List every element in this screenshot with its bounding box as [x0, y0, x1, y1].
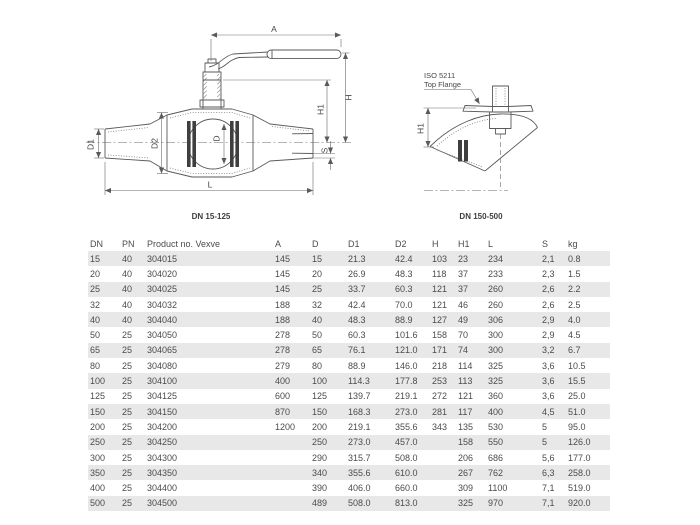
table-cell: 25: [120, 496, 145, 511]
table-cell: 355.6: [346, 465, 393, 480]
table-cell: 40: [310, 312, 346, 327]
table-cell: 400: [486, 404, 540, 419]
table-cell: 309: [458, 483, 474, 494]
table-cell: 4.5: [568, 330, 581, 341]
table-cell: 60.3: [393, 282, 430, 297]
column-header: H: [432, 238, 439, 249]
table-cell: 325: [488, 360, 504, 371]
table-cell: 65: [310, 343, 346, 358]
table-cell: 600: [275, 391, 291, 402]
dim-label-d: D: [211, 135, 222, 142]
table-cell: 40: [120, 312, 145, 327]
table-cell: 1.5: [568, 268, 581, 279]
table-cell: 304025: [145, 282, 273, 297]
table-row: [88, 435, 610, 450]
dim-label-h1-right: H1: [415, 123, 426, 134]
table-cell: 206: [458, 452, 474, 463]
table-cell: 145: [275, 268, 291, 279]
table-cell: 118: [432, 268, 447, 279]
table-cell: 6,3: [540, 465, 566, 480]
table-row: [88, 389, 610, 404]
table-cell: 5: [540, 435, 566, 450]
table-cell: 74: [456, 343, 486, 358]
dim-label-s: S: [319, 147, 330, 154]
table-cell: 2,1: [540, 251, 566, 266]
dimension-D1: [86, 129, 105, 158]
table-cell: 3,6: [540, 373, 566, 388]
valve-spec-table: [88, 236, 610, 511]
table-cell: 125: [312, 391, 328, 402]
dimension-H: [342, 53, 354, 143]
table-cell: 100: [88, 373, 120, 388]
table-cell: 188: [273, 312, 310, 327]
table-cell: 25: [122, 483, 133, 494]
table-cell: 233: [488, 268, 504, 279]
column-header: D1: [348, 238, 360, 249]
table-cell: 279: [275, 360, 291, 371]
table-cell: 3,6: [542, 391, 555, 402]
table-cell: 32: [90, 299, 101, 310]
table-cell: [273, 496, 310, 511]
table-cell: 304125: [147, 391, 178, 402]
dim-label-a: A: [271, 24, 277, 34]
table-cell: 530: [488, 421, 504, 432]
table-row: [88, 266, 610, 281]
table-cell: 70.0: [395, 299, 413, 310]
iso-flange-note: [424, 71, 480, 104]
table-cell: 25: [122, 452, 133, 463]
table-cell: [273, 435, 310, 450]
table-cell: 15: [310, 251, 346, 266]
table-cell: 306: [486, 312, 540, 327]
right-drawing-caption: DN 150-500: [459, 212, 503, 221]
table-cell: 304065: [145, 343, 273, 358]
table-row: [88, 496, 610, 511]
table-cell: 550: [486, 435, 540, 450]
table-cell: 150: [310, 404, 346, 419]
table-cell: 65: [88, 343, 120, 358]
table-row: [88, 327, 610, 342]
table-cell: [273, 480, 310, 495]
table-cell: 281: [430, 404, 456, 419]
table-cell: 145: [273, 251, 310, 266]
table-cell: 870: [273, 404, 310, 419]
table-cell: 2,9: [542, 330, 555, 341]
table-cell: 304200: [147, 421, 178, 432]
table-cell: 0.8: [566, 251, 610, 266]
table-cell: 150: [88, 404, 120, 419]
table-cell: 188: [275, 299, 291, 310]
table-cell: 6.7: [566, 343, 610, 358]
column-header: S: [542, 238, 549, 249]
table-cell: 2,6: [542, 299, 555, 310]
table-cell: 258.0: [566, 465, 610, 480]
table-cell: 2.2: [566, 282, 610, 297]
column-header: kg: [568, 238, 578, 249]
table-cell: 158: [432, 330, 448, 341]
table-cell: 762: [486, 465, 540, 480]
table-cell: 3,6: [542, 360, 555, 371]
dim-label-h1: H1: [315, 104, 326, 115]
table-cell: 25: [88, 282, 120, 297]
table-cell: 250: [310, 435, 346, 450]
table-cell: 42.4: [393, 251, 430, 266]
valve-section-drawing: [86, 24, 354, 221]
dimension-S: [313, 141, 335, 170]
table-cell: 304300: [147, 452, 178, 463]
table-cell: 219.1: [395, 391, 418, 402]
table-cell: 25: [310, 282, 346, 297]
table-cell: 508.0: [346, 496, 393, 511]
table-cell: [430, 450, 456, 465]
table-cell: 177.8: [393, 373, 430, 388]
table-cell: 158: [456, 435, 486, 450]
table-cell: 304350: [145, 465, 273, 480]
table-cell: 500: [88, 496, 120, 511]
technical-drawings: [0, 0, 700, 232]
table-cell: 489: [310, 496, 346, 511]
table-cell: 278: [275, 330, 291, 341]
column-header: Product no. Vexve: [147, 238, 221, 249]
table-cell: 88.9: [348, 360, 366, 371]
column-header: L: [488, 238, 494, 249]
table-cell: 46: [458, 299, 469, 310]
table-cell: 355.6: [395, 421, 418, 432]
table-cell: 113: [456, 373, 486, 388]
table-row: [88, 251, 610, 266]
table-cell: 48.3: [346, 312, 393, 327]
table-cell: 23: [456, 251, 486, 266]
table-cell: 340: [310, 465, 346, 480]
table-cell: 40: [122, 299, 133, 310]
valve-seat-right: [230, 121, 234, 167]
table-cell: 1200: [275, 421, 296, 432]
table-cell: 25: [122, 330, 133, 341]
table-row: [88, 312, 610, 327]
table-cell: 25: [122, 391, 133, 402]
table-cell: 250: [88, 435, 120, 450]
table-cell: 260: [486, 282, 540, 297]
table-cell: 253: [430, 373, 456, 388]
table-cell: 20: [90, 268, 101, 279]
table-cell: 400: [90, 483, 106, 494]
table-cell: 315.7: [348, 452, 371, 463]
dim-label-h: H: [343, 94, 354, 101]
table-cell: 610.0: [393, 465, 430, 480]
table-cell: 121.0: [393, 343, 430, 358]
table-cell: 135: [458, 421, 474, 432]
table-cell: 304250: [145, 435, 273, 450]
dim-label-d2: D2: [149, 138, 160, 149]
table-cell: 37: [458, 268, 469, 279]
seat-detail: [458, 140, 462, 162]
table-cell: 234: [486, 251, 540, 266]
table-cell: 146.0: [395, 360, 418, 371]
iso-note-line1: ISO 5211: [424, 71, 456, 80]
table-cell: 21.3: [346, 251, 393, 266]
table-row: [88, 297, 610, 312]
table-cell: 125: [90, 391, 106, 402]
table-cell: 171: [430, 343, 456, 358]
dimension-L: [105, 162, 313, 195]
table-cell: 114: [458, 360, 473, 371]
table-cell: 25: [120, 343, 145, 358]
table-cell: 300: [488, 330, 504, 341]
table-cell: 660.0: [395, 483, 418, 494]
column-header: DN: [90, 238, 103, 249]
table-cell: 88.9: [393, 312, 430, 327]
table-cell: 304100: [145, 373, 273, 388]
table-cell: 4.0: [566, 312, 610, 327]
table-cell: 304400: [147, 483, 178, 494]
table-cell: 127: [430, 312, 456, 327]
table-cell: 25: [120, 435, 145, 450]
dim-label-l: L: [207, 179, 213, 190]
table-cell: 219.1: [348, 421, 371, 432]
spec-table-body: [88, 251, 610, 511]
table-cell: 350: [88, 465, 120, 480]
table-cell: 7,1: [542, 483, 555, 494]
table-cell: 70: [458, 330, 469, 341]
table-cell: 970: [486, 496, 540, 511]
iso-note-line2: Top Flange: [424, 80, 462, 89]
dimension-D: [212, 124, 225, 164]
table-cell: 273.0: [393, 404, 430, 419]
dim-label-d1: D1: [85, 139, 96, 150]
top-flange-drawing: [416, 71, 538, 221]
table-cell: 40: [120, 251, 145, 266]
table-cell: 360: [488, 391, 504, 402]
table-cell: 519.0: [568, 483, 591, 494]
column-header: D: [312, 238, 319, 249]
table-cell: 304050: [147, 330, 178, 341]
table-row: [88, 419, 610, 434]
table-cell: 273.0: [346, 435, 393, 450]
table-cell: 50: [90, 330, 101, 341]
table-cell: 920.0: [566, 496, 610, 511]
table-cell: 121: [430, 282, 456, 297]
table-cell: 304015: [145, 251, 273, 266]
table-cell: 37: [456, 282, 486, 297]
table-cell: 168.3: [346, 404, 393, 419]
valve-seat-left: [187, 121, 191, 167]
table-cell: 50: [312, 330, 323, 341]
table-cell: 25: [120, 404, 145, 419]
table-cell: 177.0: [568, 452, 591, 463]
table-cell: 290: [312, 452, 328, 463]
table-cell: [430, 496, 456, 511]
table-cell: 390: [312, 483, 328, 494]
table-cell: [430, 435, 456, 450]
table-cell: 813.0: [393, 496, 430, 511]
table-cell: 686: [488, 452, 504, 463]
table-row: [88, 373, 610, 388]
table-cell: 26.9: [348, 268, 366, 279]
table-cell: 343: [432, 421, 448, 432]
table-row: [88, 358, 610, 373]
table-cell: 117: [456, 404, 486, 419]
table-cell: 49: [456, 312, 486, 327]
table-cell: 48.3: [395, 268, 413, 279]
table-cell: 15: [88, 251, 120, 266]
table-cell: 126.0: [566, 435, 610, 450]
table-cell: 60.3: [348, 330, 366, 341]
column-header: A: [275, 238, 282, 249]
table-cell: 25: [122, 421, 133, 432]
table-cell: 2,6: [540, 282, 566, 297]
table-cell: 40: [122, 268, 133, 279]
table-cell: 51.0: [566, 404, 610, 419]
table-cell: 1100: [488, 483, 508, 494]
table-cell: 25: [120, 465, 145, 480]
table-cell: 32: [312, 299, 323, 310]
table-row: [88, 404, 610, 419]
valve-handle: [209, 50, 341, 69]
table-cell: 7,1: [540, 496, 566, 511]
table-cell: 76.1: [346, 343, 393, 358]
table-cell: 33.7: [346, 282, 393, 297]
table-cell: 260: [488, 299, 504, 310]
table-cell: [430, 465, 456, 480]
table-cell: 508.0: [395, 452, 418, 463]
table-cell: 2.5: [568, 299, 581, 310]
table-cell: 4,5: [540, 404, 566, 419]
table-cell: [430, 480, 456, 495]
table-cell: 42.4: [348, 299, 366, 310]
table-header-row: [88, 236, 610, 251]
table-cell: 304040: [145, 312, 273, 327]
table-row: [88, 450, 610, 465]
table-cell: 25.0: [568, 391, 586, 402]
table-row: [88, 465, 610, 480]
table-cell: 95.0: [568, 421, 586, 432]
column-header: PN: [122, 238, 135, 249]
table-cell: 200: [312, 421, 328, 432]
table-cell: 139.7: [348, 391, 371, 402]
table-cell: 304032: [147, 299, 178, 310]
table-cell: 80: [90, 360, 101, 371]
table-cell: 3,2: [540, 343, 566, 358]
table-cell: 304020: [147, 268, 178, 279]
table-cell: 114.3: [346, 373, 393, 388]
table-cell: 400: [273, 373, 310, 388]
table-cell: 325: [486, 373, 540, 388]
table-cell: 5,6: [542, 452, 555, 463]
table-cell: 121: [458, 391, 474, 402]
dimension-A: [211, 24, 341, 61]
table-cell: 5: [542, 421, 548, 432]
column-header: H1: [458, 238, 470, 249]
table-cell: 300: [90, 452, 106, 463]
table-cell: 25: [122, 360, 133, 371]
table-cell: 103: [430, 251, 456, 266]
table-cell: 457.0: [393, 435, 430, 450]
table-row: [88, 343, 610, 358]
table-cell: 278: [273, 343, 310, 358]
table-cell: 304080: [147, 360, 178, 371]
table-cell: 218: [432, 360, 448, 371]
table-cell: [273, 465, 310, 480]
table-cell: 100: [310, 373, 346, 388]
table-cell: 267: [456, 465, 486, 480]
left-drawing-caption: DN 15-125: [191, 212, 231, 221]
column-header: D2: [395, 238, 407, 249]
table-row: [88, 480, 610, 495]
table-cell: 272: [432, 391, 448, 402]
table-cell: 304500: [145, 496, 273, 511]
table-cell: [273, 450, 310, 465]
table-cell: 40: [120, 282, 145, 297]
table-cell: 325: [456, 496, 486, 511]
table-cell: 25: [120, 373, 145, 388]
table-cell: 406.0: [348, 483, 371, 494]
table-cell: 304150: [145, 404, 273, 419]
table-cell: 121: [432, 299, 448, 310]
table-cell: 10.5: [568, 360, 586, 371]
table-cell: 101.6: [395, 330, 418, 341]
table-cell: 2,9: [540, 312, 566, 327]
table-cell: 80: [312, 360, 323, 371]
table-cell: 20: [312, 268, 323, 279]
table-row: [88, 282, 610, 297]
table-cell: 300: [486, 343, 540, 358]
dimension-D2: [150, 113, 169, 174]
table-cell: 15.5: [566, 373, 610, 388]
table-cell: 145: [273, 282, 310, 297]
table-cell: 40: [88, 312, 120, 327]
table-cell: 200: [90, 421, 106, 432]
table-cell: 2,3: [542, 268, 555, 279]
